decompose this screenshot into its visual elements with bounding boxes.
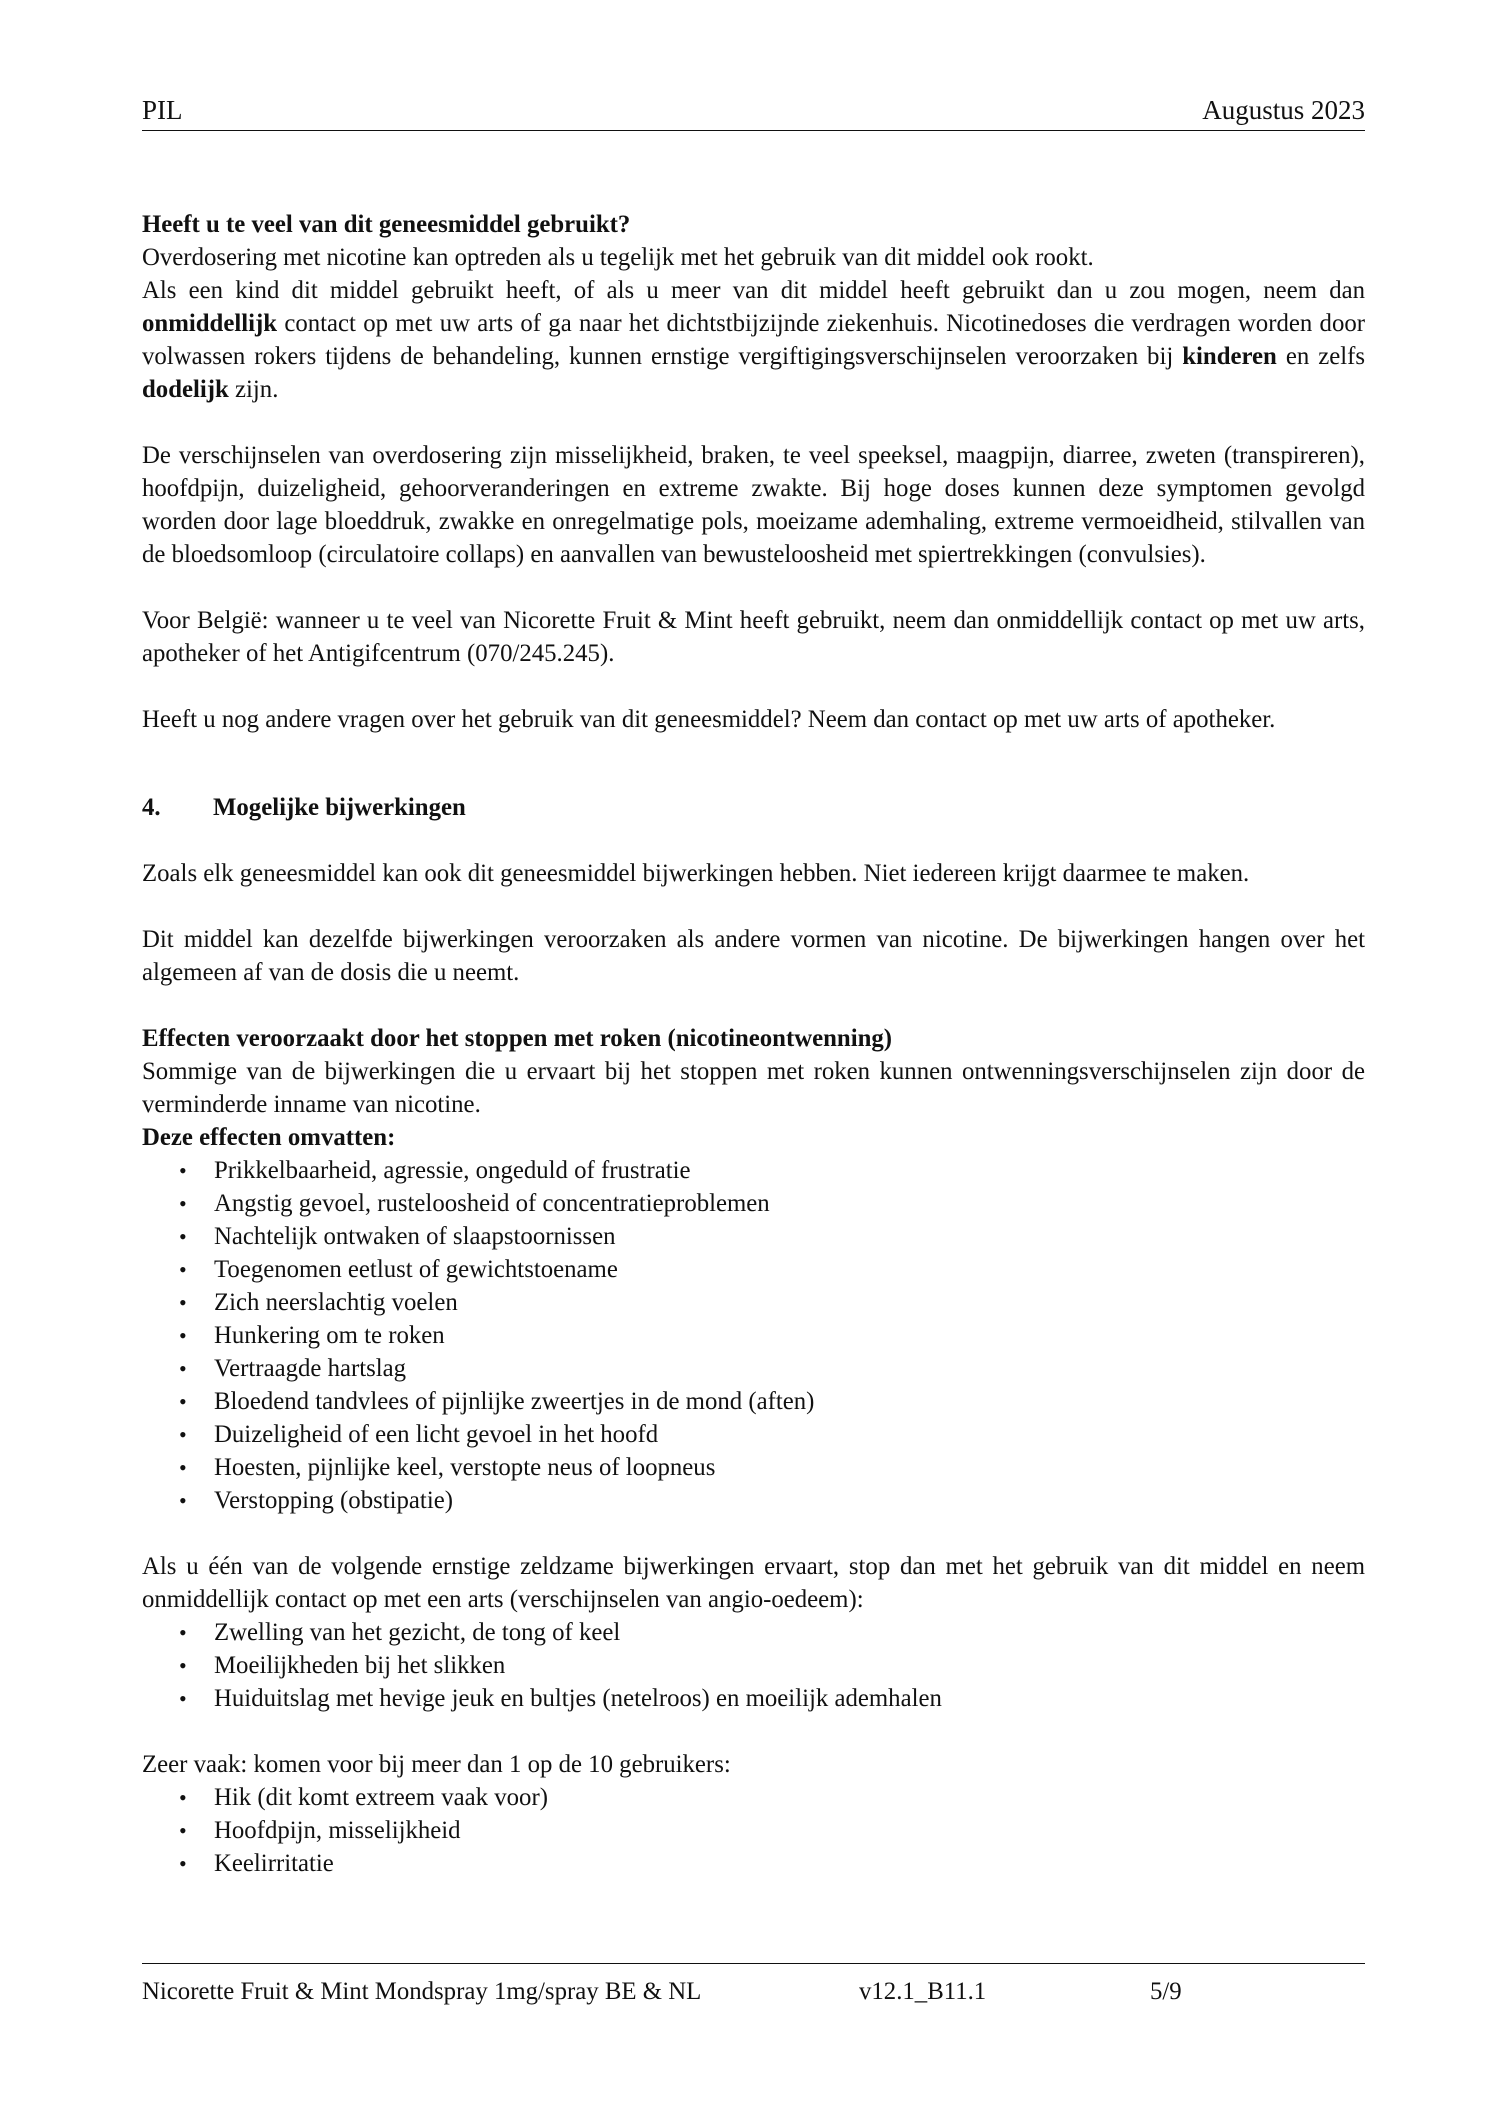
withdrawal-text: Sommige van de bijwerkingen die u ervaart bij het stoppen met roken kunnen ontwenningsverschijnselen zijn door de verminderde inname van nicotine. <box>142 1058 1365 1118</box>
list-item: • Angstig gevoel, rusteloosheid of concentratieproblemen <box>142 1187 1365 1220</box>
overdose-line1: Overdosering met nicotine kan optreden als u tegelijk met het gebruik van dit middel ook rookt. <box>142 244 1094 271</box>
list-item: • Hunkering om te roken <box>142 1319 1365 1352</box>
section-4-paragraph-1: Zoals elk geneesmiddel kan ook dit geneesmiddel bijwerkingen hebben. Niet iedereen krijgt daarmee te maken. <box>142 860 1250 887</box>
list-item: • Hoesten, pijnlijke keel, verstopte neus of loopneus <box>142 1451 1365 1484</box>
page-header <box>142 94 1365 131</box>
serious-effects-text: Als u één van de volgende ernstige zeldzame bijwerkingen ervaart, stop dan met het gebruik van dit middel en neem onmiddellijk contact op met een arts (verschijnselen van angio-oedeem): <box>142 1553 1365 1613</box>
list-item: • Toegenomen eetlust of gewichtstoename <box>142 1253 1365 1286</box>
footer-page-number: 5/9 <box>1150 1978 1182 2005</box>
header-left: PIL <box>142 95 183 125</box>
section-4-paragraph-2: Dit middel kan dezelfde bijwerkingen veroorzaken als andere vormen van nicotine. De bijwerkingen hangen over het algemeen af van de dosis die u neemt. <box>142 926 1365 986</box>
section-4-heading <box>142 791 1365 824</box>
very-common-list <box>142 1781 1365 1880</box>
list-item: • Vertraagde hartslag <box>142 1352 1365 1385</box>
belgium-paragraph: Voor België: wanneer u te veel van Nicorette Fruit & Mint heeft gebruikt, neem dan onmiddellijk contact op met uw arts, apotheker of het Antigifcentrum (070/245.245). <box>142 607 1365 667</box>
list-item: • Prikkelbaarheid, agressie, ongeduld of frustratie <box>142 1154 1365 1187</box>
effects-list <box>142 1154 1365 1517</box>
list-item: • Hoofdpijn, misselijkheid <box>142 1814 1365 1847</box>
very-common-text: Zeer vaak: komen voor bij meer dan 1 op de 10 gebruikers: <box>142 1751 731 1778</box>
overdose-symptoms-paragraph: De verschijnselen van overdosering zijn misselijkheid, braken, te veel speeksel, maagpijn, diarree, zweten (transpireren), hoofdpijn, duizeligheid, gehoorveranderingen en extreme zwakte. Bij hoge doses kunnen deze symptomen gevolgd worden door lage bloeddruk, zwakke en onregelmatige pols, moeizame ademhaling, extreme vermoeidheid, stilvallen van de bloedsomloop (circulatoire collaps) en aanvallen van bewusteloosheid met spiertrekkingen (convulsies). <box>142 442 1365 568</box>
header-date: Augustus 2023 <box>1202 95 1365 125</box>
list-item: • Duizeligheid of een licht gevoel in het hoofd <box>142 1418 1365 1451</box>
withdrawal-heading: Effecten veroorzaakt door het stoppen met roken (nicotineontwenning) <box>142 1025 893 1052</box>
list-item: • Zwelling van het gezicht, de tong of keel <box>142 1616 1365 1649</box>
section-title: Mogelijke bijwerkingen <box>213 794 466 821</box>
list-item: • Huiduitslag met hevige jeuk en bultjes (netelroos) en moeilijk ademhalen <box>142 1682 1365 1715</box>
list-item: • Zich neerslachtig voelen <box>142 1286 1365 1319</box>
serious-effects-list <box>142 1616 1365 1715</box>
list-item: • Hik (dit komt extreem vaak voor) <box>142 1781 1365 1814</box>
page-content <box>142 208 1365 1880</box>
effects-heading: Deze effecten omvatten: <box>142 1124 396 1151</box>
page-footer <box>142 1963 1365 2016</box>
questions-paragraph: Heeft u nog andere vragen over het gebruik van dit geneesmiddel? Neem dan contact op met uw arts of apotheker. <box>142 706 1276 733</box>
list-item: • Bloedend tandvlees of pijnlijke zweertjes in de mond (aften) <box>142 1385 1365 1418</box>
footer-version: v12.1_B11.1 <box>859 1978 987 2005</box>
overdose-paragraph-2: Als een kind dit middel gebruikt heeft, of als u meer van dit middel heeft gebruikt dan u zou mogen, neem dan onmiddellijk contact op met uw arts of ga naar het dichtstbijzijnde ziekenhuis. Nicotinedoses die verdragen worden door volwassen rokers tijdens de behandeling, kunnen ernstige vergiftigingsverschijnselen veroorzaken bij kinderen en zelfs dodelijk zijn. <box>142 277 1365 403</box>
section-number: 4. <box>142 794 161 821</box>
list-item: • Moeilijkheden bij het slikken <box>142 1649 1365 1682</box>
footer-product: Nicorette Fruit & Mint Mondspray 1mg/spray BE & NL <box>142 1978 702 2005</box>
list-item: • Keelirritatie <box>142 1847 1365 1880</box>
list-item: • Verstopping (obstipatie) <box>142 1484 1365 1517</box>
list-item: • Nachtelijk ontwaken of slaapstoornissen <box>142 1220 1365 1253</box>
overdose-heading: Heeft u te veel van dit geneesmiddel gebruikt? <box>142 211 631 238</box>
